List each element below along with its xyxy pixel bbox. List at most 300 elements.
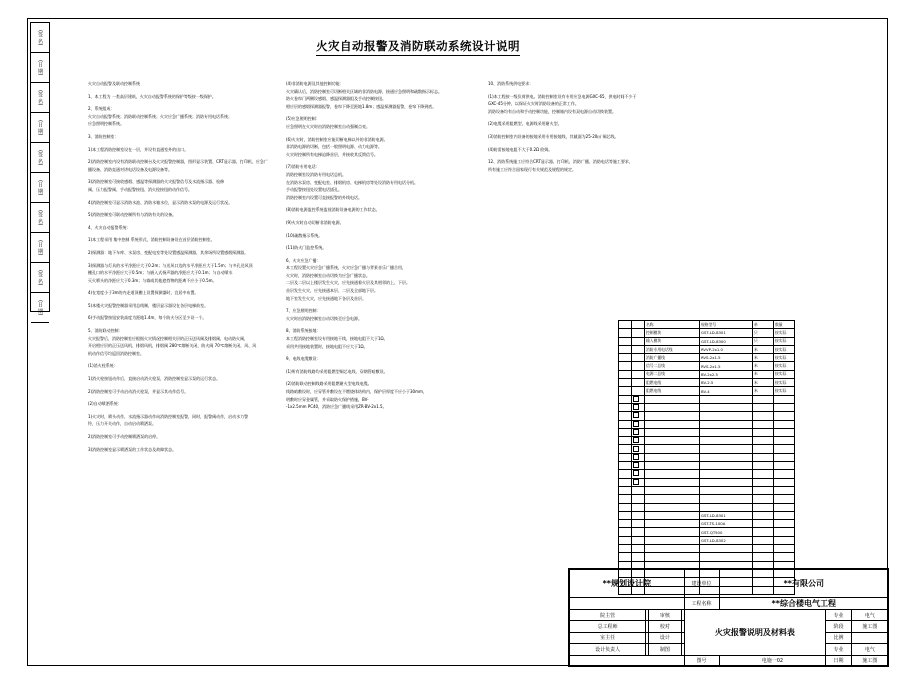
note-line: 3)消防控制室显示喷洒泵的工作状态及故障状态。 <box>88 446 177 452</box>
signature-cell: (日 期) <box>31 53 49 83</box>
table-cell <box>619 412 632 420</box>
note-line: 应急照明控制系统。 <box>88 121 124 127</box>
table-cell <box>619 536 632 544</box>
table-cell <box>632 345 645 353</box>
signature-cell: (日 期) <box>31 113 49 143</box>
note-line: 火灾时由消防控制室自动切换至应急电源。 <box>286 315 362 321</box>
table-cell <box>645 412 700 420</box>
table-cell <box>632 354 645 362</box>
note-line: 二层及二层以上楼层发生火灾，应先接通着火层及其相邻的上、下层。 <box>286 280 410 286</box>
device-symbol-icon <box>633 462 639 468</box>
table-cell: 只 <box>753 329 774 337</box>
note-line: (2)消防联动控制线路采用阻燃耐火型电线电缆。 <box>286 381 372 387</box>
role2-4: 制图 <box>649 644 681 655</box>
table-cell <box>700 478 753 486</box>
table-cell: 按实际 <box>774 387 795 395</box>
table-cell <box>645 545 700 553</box>
note-line: 3、消防控制室： <box>88 133 119 139</box>
table-cell <box>632 420 645 428</box>
role-1: 院主管 <box>570 610 646 621</box>
note-line: (1)所有消防线路均采用阻燃型铜芯电线，穿钢管暗敷设。 <box>286 368 388 374</box>
table-cell <box>632 362 645 370</box>
note-line: 防火卷帘门两侧设感烟、感温探测器组及手动控制按钮。 <box>286 96 386 102</box>
note-line: 2)消防控制室可手动控制喷洒泵的启停。 <box>88 434 161 439</box>
table-cell <box>619 437 632 445</box>
table-cell <box>774 470 795 478</box>
table-cell <box>645 495 700 503</box>
notes-column-1 <box>88 80 268 453</box>
stage-label: 施工图 <box>851 655 888 666</box>
note-line: 2)消防控制室内设有消防联动控制台及火灾报警控制器，图形显示装置、CRT显示器、打印机、应急广 <box>88 159 268 165</box>
table-cell <box>700 437 753 445</box>
role2-1: 审核 <box>649 610 681 621</box>
table-cell <box>619 495 632 503</box>
note-line: 1)消火栓按钮动作后，直接启动消火栓泵，消防控制室显示泵的运行状态。 <box>88 376 221 382</box>
table-cell <box>619 329 632 337</box>
table-cell <box>645 403 700 411</box>
table-cell <box>645 420 700 428</box>
table-row <box>619 511 795 519</box>
table-cell <box>700 486 753 494</box>
table-cell <box>632 445 645 453</box>
note-line: 3)消防控制室可接收感烟、感温等探测器的火灾报警信号及水流指示器、检修 <box>88 179 225 185</box>
table-cell <box>774 536 795 544</box>
note-line: 8、消防系统接地： <box>286 328 321 334</box>
drawing-no-label: 图号 <box>684 655 719 666</box>
table-row <box>619 486 795 494</box>
note-line: 灭火喷头的净距应大于0.3m；与墙或其他遮挡物的距离不应小于0.5m。 <box>88 277 217 283</box>
note-line: (1)消火栓系统： <box>88 363 118 369</box>
note-line: 火灾自动报警及联动控制系统 <box>88 81 140 86</box>
table-cell: RVVP-2x1.0 <box>700 345 753 353</box>
table-cell <box>619 462 632 470</box>
table-cell <box>753 478 774 486</box>
table-cell <box>700 420 753 428</box>
table-cell <box>645 395 700 403</box>
device-symbol-icon <box>633 396 639 402</box>
table-cell: GST-LD-8301 <box>700 329 753 337</box>
table-row <box>619 321 795 329</box>
title-block <box>568 568 889 667</box>
model-cell: GST-LD-8302 <box>700 536 753 544</box>
table-cell <box>774 495 795 503</box>
table-cell <box>632 395 645 403</box>
table-cell <box>774 437 795 445</box>
table-row <box>619 462 795 470</box>
table-cell <box>753 553 774 561</box>
device-symbol-icon <box>633 404 639 410</box>
table-cell <box>774 545 795 553</box>
device-symbol-icon <box>633 479 639 485</box>
table-cell: 按实际 <box>774 362 795 370</box>
note-line: (4)防雷接地电阻不大于0.2Ω 欧姆。 <box>488 146 553 152</box>
signature-cell: (签 名) <box>31 23 49 53</box>
note-line: 1、本工程为 一类高层建筑，火灾自动报警系统的保护等级按一级保护。 <box>88 93 216 99</box>
table-cell <box>700 495 753 503</box>
table-cell <box>774 453 795 461</box>
note-line: -1x2.5mm PC40，消防应急广播线采用ZR-BV-2x1.5。 <box>286 404 387 410</box>
table-cell <box>645 453 700 461</box>
signature-cell: (日 期) <box>31 233 49 263</box>
table-cell: BV-4 <box>700 387 753 395</box>
note-line: (6)火灾时，消防控制室应能切断电梯以外的非消防电源。 <box>286 136 388 142</box>
project-label: 工程名称 <box>684 598 719 610</box>
drawing-title: 火灾报警说明及材料表 <box>684 610 826 656</box>
role2-2: 校对 <box>649 621 681 632</box>
table-row <box>619 495 795 503</box>
table-cell <box>632 520 645 528</box>
table-cell <box>645 536 700 544</box>
page-title: 火灾自动报警及消防联动系统设计说明 <box>316 38 520 56</box>
right-label-1: 专业 <box>826 610 852 621</box>
table-cell: 输入模块 <box>645 337 700 345</box>
note-line: 火灾自动报警系统；消防联动控制系统；火灾应急广播系统；消防专用电话系统； <box>88 113 232 119</box>
table-cell <box>753 403 774 411</box>
table-cell <box>774 462 795 470</box>
signature-cell: (签 名) <box>31 143 49 173</box>
note-line: 播设备、消防直通对讲电话设备及电源设备等。 <box>88 166 172 172</box>
table-cell: 数量 <box>774 321 795 329</box>
table-cell: 名称 <box>645 321 700 329</box>
table-cell <box>619 379 632 387</box>
note-line: 明敷时应穿金属管，并采取防火保护措施，BV- <box>286 396 369 402</box>
table-cell: 只 <box>753 337 774 345</box>
table-cell <box>753 462 774 470</box>
table-cell: 电源二总线 <box>645 370 700 378</box>
table-cell <box>619 354 632 362</box>
note-line: 铃，压力开关动作，自动启动喷洒泵。 <box>88 421 156 427</box>
table-row <box>619 478 795 486</box>
table-cell: 信号二总线 <box>645 362 700 370</box>
table-cell <box>632 478 645 486</box>
table-cell <box>753 528 774 536</box>
table-cell <box>632 495 645 503</box>
table-cell <box>774 420 795 428</box>
blank-cell <box>570 598 685 610</box>
table-cell <box>774 553 795 561</box>
device-symbol-icon <box>633 437 639 443</box>
table-cell <box>753 470 774 478</box>
table-cell <box>632 553 645 561</box>
table-cell <box>645 470 700 478</box>
table-cell <box>774 412 795 420</box>
table-cell <box>753 545 774 553</box>
table-row <box>619 420 795 428</box>
table-cell <box>632 428 645 436</box>
table-cell: 规格型号 <box>700 321 753 329</box>
table-cell <box>619 362 632 370</box>
table-cell <box>632 370 645 378</box>
note-line: 6、火灾应急广播： <box>286 257 321 263</box>
table-cell <box>774 520 795 528</box>
note-line: 2)消防控制室可手动启动消火栓泵，并显示其动作信号。 <box>88 388 189 394</box>
table-cell <box>632 511 645 519</box>
role-2: 总工程师 <box>570 621 646 632</box>
note-line: 7、应急照明控制： <box>286 308 321 314</box>
note-line: 5、消防联动控制： <box>88 328 123 334</box>
table-cell <box>619 470 632 478</box>
device-symbol-icon <box>633 454 639 460</box>
note-line: 1)火灾时，喷头动作，水流指示器动作向消防控制室报警，同时，报警阀动作，启动水力警 <box>88 413 249 419</box>
date-label: 日期 <box>826 655 852 666</box>
table-cell <box>619 395 632 403</box>
role2-3: 设计 <box>649 632 681 643</box>
table-cell <box>774 403 795 411</box>
table-cell <box>700 403 753 411</box>
note-line: 5)消防控制室可联动控制所有与消防有关的设备。 <box>88 212 177 218</box>
note-line: 阀、压力报警阀、手动报警按钮、消火栓按钮的动作信号。 <box>88 186 192 192</box>
note-line: 非消防电源的切断，包括一般照明电源、动力电源等。 <box>286 144 382 150</box>
table-cell <box>632 387 645 395</box>
note-line: 开启相应层的正压送风机、排烟风机，排烟阀 280℃熔断关闭，防火阀 70℃熔断关闭，风、风 <box>88 343 257 349</box>
note-line: 火灾时控制所有电梯迫降首层，并接收其反馈信号。 <box>286 151 378 157</box>
table-row <box>619 370 795 378</box>
note-line: 4)消防控制室可显示消防水池、消防水箱水位，显示消防水泵的电源及运行状况。 <box>88 199 233 205</box>
role-3: 室主任 <box>570 632 646 643</box>
table-cell <box>632 462 645 470</box>
table-cell <box>700 412 753 420</box>
table-cell <box>619 387 632 395</box>
signature-cell: (签 名) <box>31 203 49 233</box>
table-cell <box>700 462 753 470</box>
table-cell <box>753 503 774 511</box>
note-line: 6)手动报警按钮安装高度为距地1.4m，每个防火分区至少设一个。 <box>88 315 207 321</box>
notes-column-2 <box>286 80 478 411</box>
table-cell: 米 <box>753 354 774 362</box>
table-cell <box>619 486 632 494</box>
table-cell <box>632 545 645 553</box>
table-row <box>619 395 795 403</box>
note-line: 5)本楼火灾报警控制器采用总线制，楼层显示器设在各层电梯前室。 <box>88 302 209 308</box>
note-line: 4、火灾自动报警系统： <box>88 224 131 230</box>
builder-label: 建设单位 <box>684 570 719 598</box>
table-cell: BV-2x2.5 <box>700 370 753 378</box>
note-line: (10)疏散指示系统。 <box>286 232 323 238</box>
materials-table <box>618 320 795 595</box>
device-symbol-icon <box>633 446 639 452</box>
table-row <box>619 379 795 387</box>
table-cell <box>619 478 632 486</box>
note-line: 本工程消防控制室设专用接地干线，接地电阻不大于1Ω。 <box>286 336 388 342</box>
table-cell: 按实际 <box>774 337 795 345</box>
signature-cell: (日 期) <box>31 293 49 323</box>
table-cell <box>645 520 700 528</box>
table-cell <box>619 403 632 411</box>
table-cell <box>632 503 645 511</box>
table-cell <box>645 553 700 561</box>
table-cell: 按实际 <box>774 354 795 362</box>
table-row <box>619 536 795 544</box>
note-line: 4)在宽度小于3m的内走道顶棚上设置探测器时，宜居中布置。 <box>88 290 199 296</box>
signature-cell: (签 名) <box>31 263 49 293</box>
table-row <box>619 354 795 362</box>
table-cell <box>632 412 645 420</box>
table-cell <box>619 545 632 553</box>
table-cell: GST-LD-8300 <box>700 337 753 345</box>
right-value-4: 电气 <box>851 644 888 655</box>
table-cell: 按实际 <box>774 379 795 387</box>
table-cell <box>645 428 700 436</box>
right-value-3 <box>851 632 888 643</box>
table-row <box>619 470 795 478</box>
table-cell: RVS-2x1.5 <box>700 354 753 362</box>
note-line: (4)非消防电源及其他控制功能： <box>286 81 344 86</box>
table-row <box>619 437 795 445</box>
table-cell <box>645 462 700 470</box>
table-cell <box>645 503 700 511</box>
table-cell <box>753 428 774 436</box>
table-cell <box>700 545 753 553</box>
note-line: 消防控制室设消防专用电话总机。 <box>286 171 346 177</box>
table-cell: 消防专用电话线 <box>645 345 700 353</box>
notes-column-3 <box>488 80 673 173</box>
table-cell <box>619 428 632 436</box>
table-cell: 按实际 <box>774 329 795 337</box>
table-cell: 阻燃电线 <box>645 387 700 395</box>
table-cell <box>632 536 645 544</box>
table-cell <box>619 511 632 519</box>
table-row <box>619 445 795 453</box>
right-value-2: 施工图 <box>851 621 888 632</box>
table-cell <box>753 536 774 544</box>
table-cell <box>774 486 795 494</box>
table-cell <box>700 453 753 461</box>
table-cell <box>632 321 645 329</box>
table-cell <box>619 420 632 428</box>
table-cell <box>753 420 774 428</box>
table-cell <box>645 528 700 536</box>
table-cell <box>632 329 645 337</box>
table-cell: 按实际 <box>774 345 795 353</box>
note-line: 手动报警按钮处设置电话插孔。 <box>286 187 342 193</box>
table-row <box>619 553 795 561</box>
note-line: 线路暗敷设时，应穿管并敷设在不燃烧体结构内，保护层厚度不应小于30mm， <box>286 389 427 394</box>
table-cell: 阻燃电线 <box>645 379 700 387</box>
note-line: (11)防火门监控系统。 <box>286 245 327 251</box>
table-cell <box>753 486 774 494</box>
note-line: 火灾时，消防控制室自动切换为应急广播状态。 <box>286 272 370 278</box>
table-cell <box>774 478 795 486</box>
note-line: 2、系统组成： <box>88 106 115 112</box>
project-name: **综合楼电气工程 <box>719 598 888 610</box>
right-label-4: 专业 <box>826 644 852 655</box>
table-cell <box>645 486 700 494</box>
role-4: 设计负责人 <box>570 644 646 655</box>
note-line: 采用共用接地装置时，接地电阻不应大于1Ω。 <box>286 343 368 349</box>
table-cell <box>753 412 774 420</box>
note-line: (1)本工程按一级负荷供电。消防控制室设有专用应急电源GXC-65，供电时间不少于 <box>488 93 637 99</box>
drawing-no: 电施一02 <box>719 655 826 666</box>
table-cell <box>700 445 753 453</box>
device-symbol-icon <box>633 470 639 476</box>
table-cell <box>700 395 753 403</box>
note-line: (2)电缆采用阻燃型，电源线采用耐火型。 <box>488 121 562 127</box>
table-cell <box>632 528 645 536</box>
signature-cell: (日 期) <box>31 173 49 203</box>
note-line: GXC-45分钟，以保证火灾时消防设备的正常工作。 <box>488 101 579 107</box>
note-line: 3)探测器与灯具的水平净距应大于0.2m；与送风口边的水平净距应大于1.5m；与多孔送风顶 <box>88 262 253 268</box>
note-line: (9)火灾时自动切断非消防电源。 <box>286 219 344 225</box>
note-line: 2)探测器：地下车库、水泵房、变配电室等处设置感温探测器，其余场所设置感烟探测器。 <box>88 249 249 255</box>
signature-strip <box>30 22 50 316</box>
table-cell: 单 <box>753 321 774 329</box>
table-cell <box>645 478 700 486</box>
note-line: 应急照明在火灾时由消防控制室自动强制点亮。 <box>286 123 370 129</box>
table-cell <box>753 395 774 403</box>
table-cell <box>619 553 632 561</box>
table-cell <box>753 511 774 519</box>
table-row <box>619 337 795 345</box>
table-cell <box>645 437 700 445</box>
table-cell <box>619 345 632 353</box>
table-cell <box>774 503 795 511</box>
table-cell: 米 <box>753 387 774 395</box>
note-line: 本工程设置火灾应急广播系统，火灾应急广播与背景音乐广播合用， <box>286 265 406 271</box>
table-cell <box>619 528 632 536</box>
table-cell: 消防广播线 <box>645 354 700 362</box>
table-row <box>619 520 795 528</box>
table-cell: 米 <box>753 362 774 370</box>
table-cell <box>619 453 632 461</box>
device-symbol-icon <box>633 429 639 435</box>
table-cell <box>632 403 645 411</box>
table-row <box>619 345 795 353</box>
table-cell <box>619 370 632 378</box>
table-cell <box>619 503 632 511</box>
table-row <box>619 453 795 461</box>
table-cell: RVS-2x1.5 <box>700 362 753 370</box>
table-cell <box>632 337 645 345</box>
table-cell <box>753 453 774 461</box>
builder-name: **有限公司 <box>719 570 888 598</box>
table-cell <box>700 470 753 478</box>
note-line: 相应层的感烟探测器报警，卷帘下降至距地1.8m；感温探测器报警，卷帘下降到底。 <box>286 103 437 109</box>
table-row <box>619 528 795 536</box>
note-line: 所有施工应符合国家现行有关规范及规程的规定。 <box>488 166 576 172</box>
table-cell <box>645 445 700 453</box>
table-cell <box>619 445 632 453</box>
table-cell <box>619 520 632 528</box>
table-row <box>619 412 795 420</box>
table-cell <box>774 528 795 536</box>
institute-name: **规划设计院 <box>570 570 685 598</box>
note-line: (5)应急照明控制： <box>286 116 320 122</box>
table-cell: 米 <box>753 345 774 353</box>
table-cell <box>700 428 753 436</box>
table-cell <box>619 321 632 329</box>
table-cell <box>700 553 753 561</box>
table-cell <box>753 445 774 453</box>
table-row <box>619 428 795 436</box>
table-cell: 米 <box>753 370 774 378</box>
table-row <box>619 503 795 511</box>
note-line: 机动作信号均返回消防控制室。 <box>88 350 144 356</box>
note-line: (3)消防控制室内设备的接地采用专用接地线，其截面为25-20㎡ 铜芯线。 <box>488 133 619 139</box>
note-line: 消防设备均有自动和手动控制功能，控制箱内设有双电源自动切换装置。 <box>488 108 616 114</box>
note-line: 消防控制室内设置可直接报警的外线电话。 <box>286 194 362 200</box>
right-value-1: 电气 <box>851 610 888 621</box>
table-cell: 米 <box>753 379 774 387</box>
table-row <box>619 403 795 411</box>
table-cell: BV-2.5 <box>700 379 753 387</box>
note-line: 1)本工程采用 集中控制 系统形式，消防控制设备设在首层消防控制室。 <box>88 237 215 243</box>
table-cell <box>774 395 795 403</box>
note-line: (8)消防电源监控系统监视消防设备电源的工作状态。 <box>286 207 380 213</box>
table-cell: 按实际 <box>774 370 795 378</box>
device-symbol-icon <box>633 421 639 427</box>
table-cell <box>632 470 645 478</box>
table-cell <box>632 379 645 387</box>
